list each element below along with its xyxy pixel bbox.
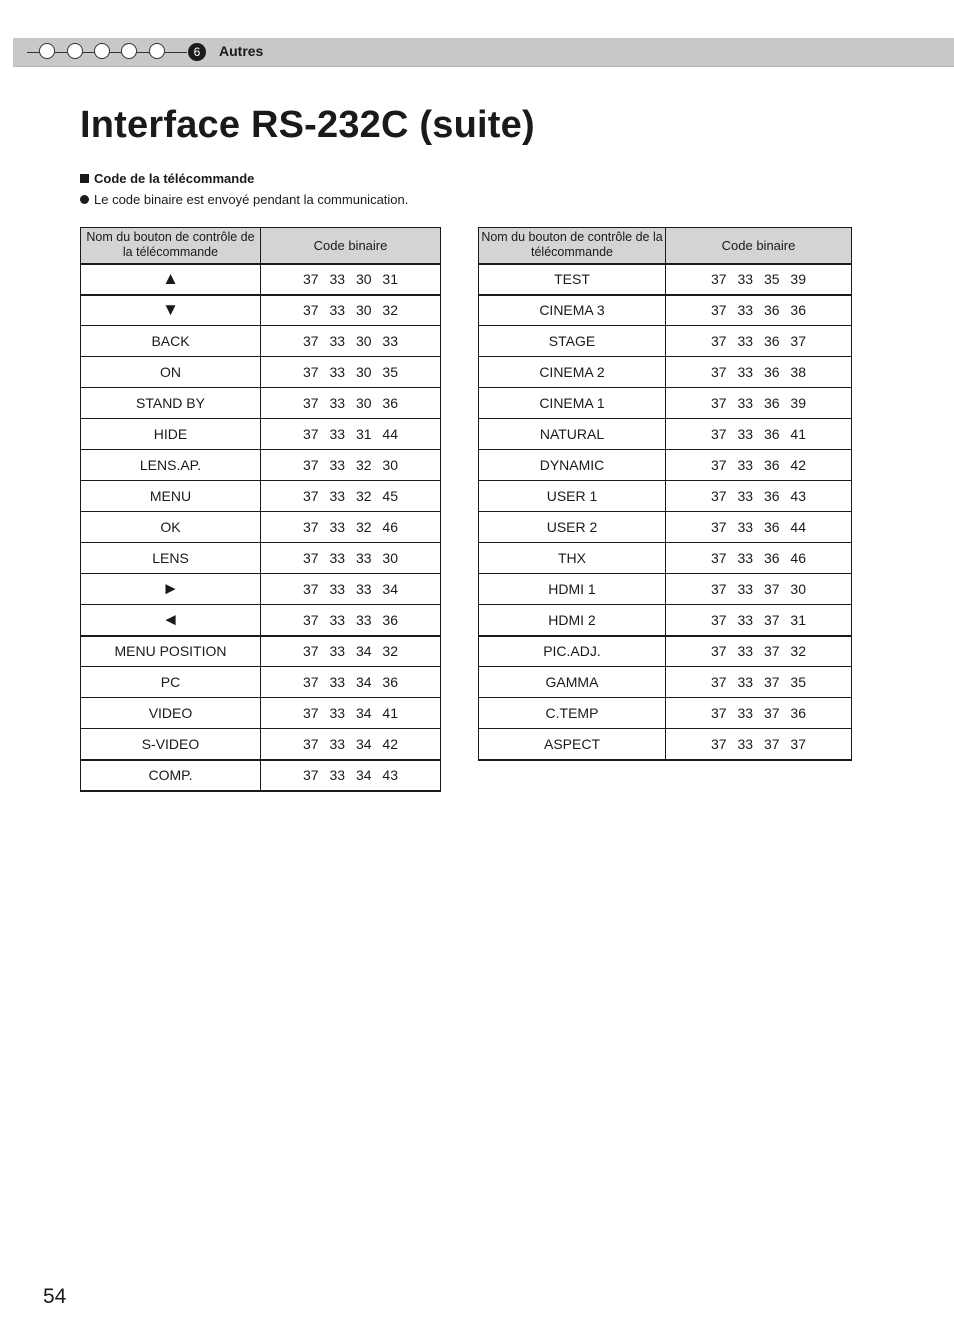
button-name-cell: VIDEO [81, 698, 261, 729]
button-name-cell: CINEMA 1 [479, 388, 666, 419]
button-name-cell: ► [81, 574, 261, 605]
table-row [81, 667, 441, 698]
table-row [81, 450, 441, 481]
binary-code-cell: 37 33 36 38 [666, 357, 852, 388]
table-row [479, 295, 852, 326]
chapter-step-circle [39, 43, 55, 59]
chapter-step-circle [94, 43, 110, 59]
binary-code-cell: 37 33 33 30 [261, 543, 441, 574]
table-row [81, 543, 441, 574]
binary-code-cell: 37 33 36 44 [666, 512, 852, 543]
binary-code-cell: 37 33 30 35 [261, 357, 441, 388]
table-row [81, 574, 441, 605]
button-name-cell: PC [81, 667, 261, 698]
button-name-cell: ▼ [81, 295, 261, 326]
remote-code-table-left [80, 227, 441, 792]
note [80, 192, 408, 207]
table-row [81, 512, 441, 543]
button-name-cell: CINEMA 2 [479, 357, 666, 388]
table-row [81, 326, 441, 357]
binary-code-cell: 37 33 32 30 [261, 450, 441, 481]
button-name-cell: LENS [81, 543, 261, 574]
binary-code-cell: 37 33 36 37 [666, 326, 852, 357]
button-name-cell: OK [81, 512, 261, 543]
binary-code-cell: 37 33 36 41 [666, 419, 852, 450]
binary-code-cell: 37 33 30 36 [261, 388, 441, 419]
table-row [479, 388, 852, 419]
button-name-cell: C.TEMP [479, 698, 666, 729]
table-row [479, 574, 852, 605]
page-title: Interface RS-232C (suite) [80, 104, 535, 146]
button-name-cell: ▲ [81, 264, 261, 295]
button-name-cell: ◄ [81, 605, 261, 636]
binary-code-cell: 37 33 37 32 [666, 636, 852, 667]
page-number: 54 [43, 1285, 67, 1308]
table-row [81, 388, 441, 419]
binary-code-cell: 37 33 36 39 [666, 388, 852, 419]
binary-code-cell: 37 33 33 34 [261, 574, 441, 605]
button-name-cell: STAGE [479, 326, 666, 357]
binary-code-cell: 37 33 37 37 [666, 729, 852, 760]
table-row [479, 667, 852, 698]
chapter-step-circle [149, 43, 165, 59]
header-button-name: Nom du bouton de contrôle de la télécommande [479, 228, 666, 264]
table-row [81, 636, 441, 667]
binary-code-cell: 37 33 37 31 [666, 605, 852, 636]
binary-code-cell: 37 33 36 46 [666, 543, 852, 574]
binary-code-cell: 37 33 36 43 [666, 481, 852, 512]
binary-code-cell: 37 33 33 36 [261, 605, 441, 636]
binary-code-cell: 37 33 34 36 [261, 667, 441, 698]
table-row [81, 729, 441, 760]
button-name-cell: THX [479, 543, 666, 574]
binary-code-cell: 37 33 37 36 [666, 698, 852, 729]
button-name-cell: STAND BY [81, 388, 261, 419]
header-button-name: Nom du bouton de contrôle de la télécommande [81, 228, 261, 264]
square-bullet-icon [80, 174, 89, 183]
binary-code-cell: 37 33 32 45 [261, 481, 441, 512]
button-name-cell: GAMMA [479, 667, 666, 698]
table-row [479, 512, 852, 543]
table-row [479, 543, 852, 574]
button-name-cell: S-VIDEO [81, 729, 261, 760]
binary-code-cell: 37 33 36 42 [666, 450, 852, 481]
button-name-cell: NATURAL [479, 419, 666, 450]
chapter-header-bar [13, 38, 954, 67]
chapter-step-circle [67, 43, 83, 59]
table-row [479, 419, 852, 450]
button-name-cell: HIDE [81, 419, 261, 450]
button-name-cell: MENU POSITION [81, 636, 261, 667]
binary-code-cell: 37 33 35 39 [666, 264, 852, 295]
binary-code-cell: 37 33 36 36 [666, 295, 852, 326]
binary-code-cell: 37 33 34 41 [261, 698, 441, 729]
header-binary-code: Code binaire [666, 228, 852, 264]
table-row [479, 729, 852, 760]
button-name-cell: HDMI 2 [479, 605, 666, 636]
chapter-step-active: 6 [188, 43, 206, 61]
button-name-cell: USER 2 [479, 512, 666, 543]
table-row [479, 264, 852, 295]
sub-heading-text: Code de la télécommande [94, 171, 255, 186]
binary-code-cell: 37 33 34 43 [261, 760, 441, 791]
table-row [81, 357, 441, 388]
button-name-cell: CINEMA 3 [479, 295, 666, 326]
button-name-cell: LENS.AP. [81, 450, 261, 481]
table-row [81, 295, 441, 326]
chapter-section-label: Autres [219, 43, 264, 59]
table-row [81, 419, 441, 450]
table-row [81, 481, 441, 512]
table-row [479, 357, 852, 388]
note-text: Le code binaire est envoyé pendant la communication. [94, 192, 409, 207]
binary-code-cell: 37 33 34 42 [261, 729, 441, 760]
binary-code-cell: 37 33 37 35 [666, 667, 852, 698]
button-name-cell: PIC.ADJ. [479, 636, 666, 667]
table-row [81, 605, 441, 636]
binary-code-cell: 37 33 32 46 [261, 512, 441, 543]
binary-code-cell: 37 33 37 30 [666, 574, 852, 605]
table-row [81, 264, 441, 295]
chapter-step-circle [121, 43, 137, 59]
button-name-cell: ASPECT [479, 729, 666, 760]
table-row [479, 326, 852, 357]
sub-heading [80, 171, 254, 186]
binary-code-cell: 37 33 34 32 [261, 636, 441, 667]
round-bullet-icon [80, 195, 89, 204]
binary-code-cell: 37 33 31 44 [261, 419, 441, 450]
binary-code-cell: 37 33 30 31 [261, 264, 441, 295]
binary-code-cell: 37 33 30 33 [261, 326, 441, 357]
button-name-cell: DYNAMIC [479, 450, 666, 481]
table-row [81, 698, 441, 729]
table-row [479, 450, 852, 481]
table-row [479, 636, 852, 667]
button-name-cell: TEST [479, 264, 666, 295]
button-name-cell: MENU [81, 481, 261, 512]
button-name-cell: BACK [81, 326, 261, 357]
table-row [479, 481, 852, 512]
remote-code-table-right [478, 227, 852, 761]
button-name-cell: ON [81, 357, 261, 388]
table-row [81, 760, 441, 791]
table-row [479, 605, 852, 636]
table-row [479, 698, 852, 729]
header-binary-code: Code binaire [261, 228, 441, 264]
binary-code-cell: 37 33 30 32 [261, 295, 441, 326]
button-name-cell: USER 1 [479, 481, 666, 512]
button-name-cell: COMP. [81, 760, 261, 791]
button-name-cell: HDMI 1 [479, 574, 666, 605]
